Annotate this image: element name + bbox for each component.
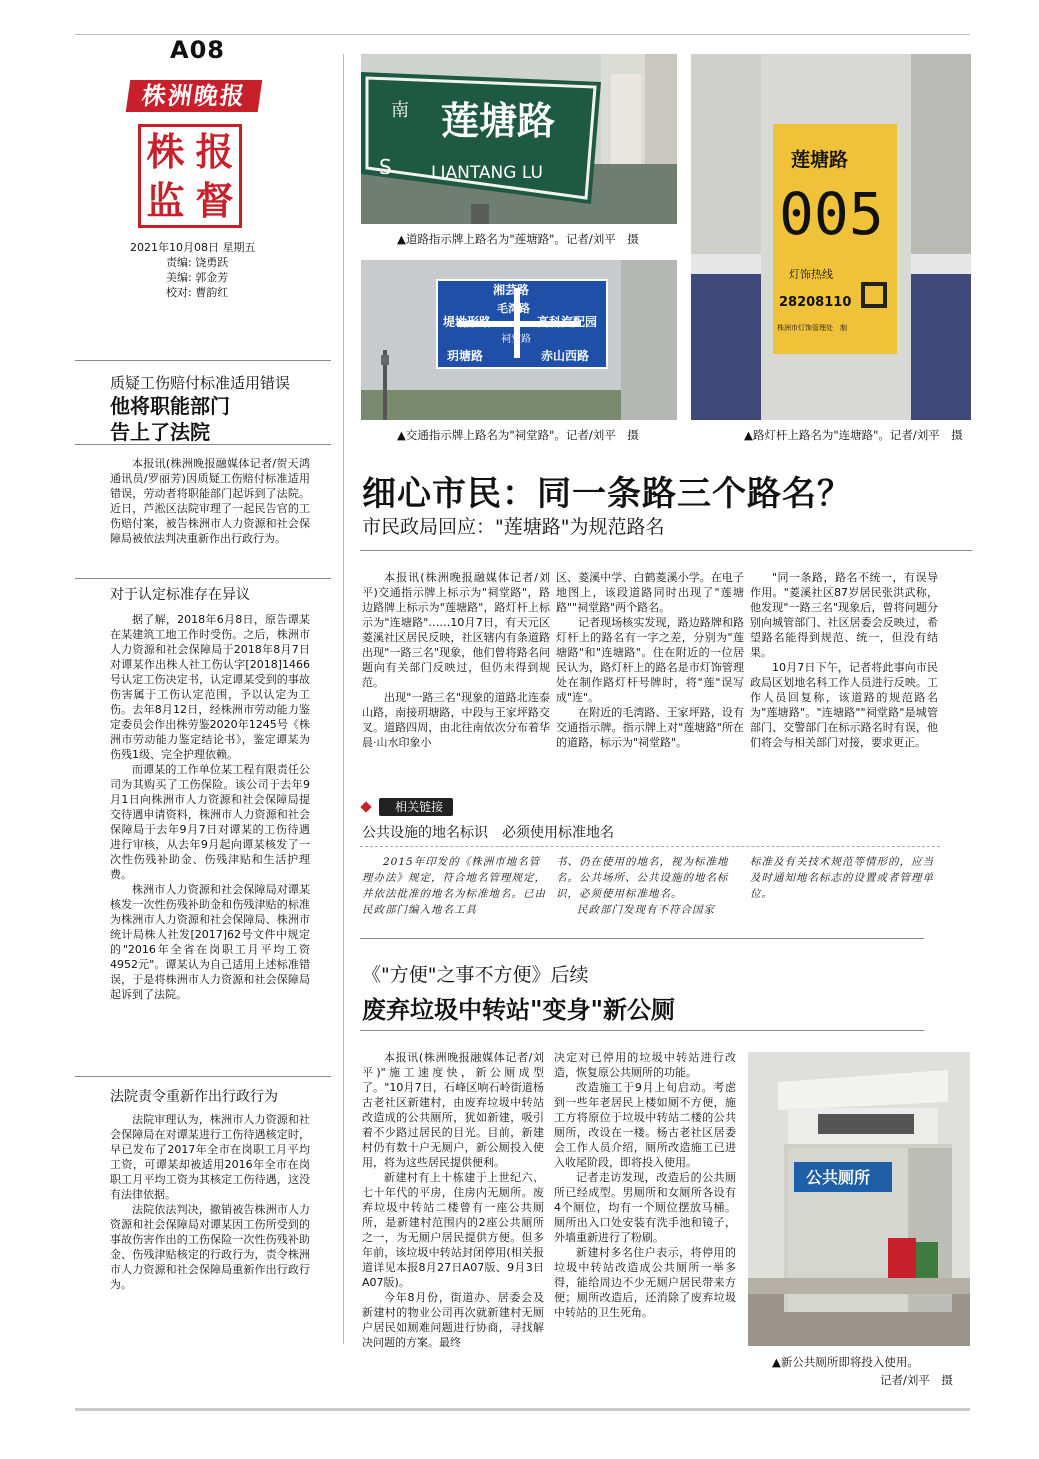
seal-char-2: 报 xyxy=(195,129,234,174)
main-col-3 xyxy=(750,570,938,750)
proof-credit: 校对: 曹韵红 xyxy=(166,286,229,299)
toilet-headline: 废弃垃圾中转站"变身"新公厕 xyxy=(362,995,676,1024)
side-p1: 据了解，2018年6月8日，原告谭某在某建筑工地工作时受伤。之后，株洲市人力资源和社会保障局于2018年8月7日对谭某作出株人社工伤认字[2018]1466号认定工伤决定书，认定谭某受到的事故伤害属于工伤认定范围，予以认定为工伤。去年8月12日，经株洲市劳动能力鉴定委员会作出株劳鉴2020年1245号《株洲市劳动能力鉴定结论书》，鉴定谭某为伤残1级、完全护理依赖。 xyxy=(110,613,310,761)
traffic-right-label: 高科汽配园 xyxy=(537,315,598,329)
toilet-col2-p2: 改造施工于9月上旬启动。考虑到一些年老居民上楼如厕不方便，施工方将原位于垃圾中转站二楼的公共厕所，改设在一楼。杨古老社区居委会工作人员介绍，厕所改造施工已进入收尾阶段，即将投入使用。 xyxy=(554,1081,736,1169)
related-col2-a: 书、仍在使用的地名，视为标准地名。公共场所、公共设施的地名标识，必须使用标准地名。 xyxy=(556,856,729,900)
toilet-kicker: 《"方便"之事不方便》后续 xyxy=(362,964,589,986)
traffic-top-label: 湘芸路 xyxy=(493,283,530,297)
main-col1-p1: 本报讯(株洲晚报融媒体记者/刘平)交通指示牌上标示为"祠堂路"，路边路牌上标示为"莲塘路"，路灯杆上标示为"连塘路"……10月7日，有天元区菱溪社区居民反映，社区辖内有条道路出现"一路三名"现象，他们曾将路名问题向有关部门反映过，但仍未得到规范。 xyxy=(362,571,550,689)
traffic-mid-label: 毛湾路 xyxy=(497,302,530,315)
toilet-col2-p3: 记者走访发现，改造后的公共厕所已经成型。男厕所和女厕所各设有4个厕位，均有一个厕位摆放马桶。厕所出入口处安装有洗手池和镜子，外墙重新进行了粉刷。 xyxy=(554,1171,736,1244)
main-col1-p2: 出现"一路三名"现象的道路北连泰山路，南接玥塘路，中段与王家坪路交叉。道路四周，由北往南依次分布着华晨·山水印象小 xyxy=(362,691,550,749)
side-headline-1: 他将职能部门 xyxy=(110,394,230,418)
related-col-3: 标准及有关技术规范等情形的，应当及时通知地名标志的设置或者管理单位。 xyxy=(750,856,934,900)
main-col3-p1: "同一条路，路名不统一，有误导作用。"菱溪社区87岁居民张洪武称，他发现"一路三名"现象后，曾将问题分别向城管部门、社区居委会反映过，希望路名能得到规范、统一，但没有结果。 xyxy=(750,571,938,659)
main-headline: 细心市民：同一条路三个路名？ xyxy=(362,474,852,514)
traffic-bottom-left: 玥塘路 xyxy=(447,349,484,363)
sign-direction: 南 xyxy=(391,100,409,121)
toilet-col1-p1: 本报讯(株洲晚报融媒体记者/刘平)"施工速度快，新公厕成型了。"10月7日，石峰区响石岭街道杨古老社区新建村，由废弃垃圾中转站改造成的公共厕所，犹如新建，吸引着不少路过居民的目光。目前，新建村仍有数十户无厕户，新公厕投入使用，将为这些居民提供便利。 xyxy=(362,1051,544,1169)
side-sub1: 对于认定标准存在异议 xyxy=(110,587,250,603)
photo-traffic-sign xyxy=(361,260,677,420)
side-story-body xyxy=(110,456,321,546)
toilet-col-1 xyxy=(362,1050,544,1350)
related-col-2 xyxy=(556,854,742,918)
main-col3-p2: 10月7日下午，记者将此事向市民政局区划地名科工作人员进行反映。工作人员回复称，该道路的规范路名为"莲塘路"。"连塘路""祠堂路"是城管部门、交警部门在标示路名时有误，他们将会与相关部门对接，要求更正。 xyxy=(750,661,938,749)
side-p4: 法院审理认为，株洲市人力资源和社会保障局在对谭某进行工伤待遇核定时，早已发布了2017年全市在岗职工月平均工资，可谭某却被适用2016年全市在岗职工月平均工资为其核定工伤待遇，这没有法律依据。 xyxy=(110,1113,310,1201)
seal-char-4: 督 xyxy=(195,178,234,223)
toilet-sign: 公共厕所 xyxy=(806,1168,871,1187)
credit-public-toilet: 记者/刘平 摄 xyxy=(880,1373,953,1387)
side-sub2: 法院责令重新作出行政行为 xyxy=(110,1089,278,1105)
related-title: 公共设施的地名标识 必须使用标准地名 xyxy=(362,825,614,841)
pole-number: 005 xyxy=(779,180,884,248)
related-tag-label: 相关链接 xyxy=(379,798,453,816)
main-subhead: 市民政局回应："莲塘路"为规范路名 xyxy=(362,516,665,538)
traffic-center-label: 祠堂路 xyxy=(501,334,531,345)
issue-date: 2021年10月08日 星期五 xyxy=(130,241,256,254)
seal-char-1: 株 xyxy=(146,129,185,174)
pole-org: 株洲市灯饰管理处 制 xyxy=(777,324,847,332)
seal-char-3: 监 xyxy=(146,178,185,223)
main-col-2 xyxy=(556,570,744,750)
editor-credit: 责编: 饶勇跃 xyxy=(166,256,229,269)
main-col2-p2: 记者现场核实发现，路边路牌和路灯杆上的路名有一字之差，分别为"莲塘路"和"连塘路"。住在附近的一位居民认为，路灯杆上的路名是市灯饰管理处在制作路灯杆号牌时，将"莲"误写成"连"。 xyxy=(556,616,744,704)
sign-s: S xyxy=(379,155,392,179)
main-col2-p3: 在附近的毛湾路、王家坪路，设有交通指示牌。指示牌上对"莲塘路"所在的道路，标示为"祠堂路"。 xyxy=(556,706,744,749)
toilet-col1-p2: 新建村有上十栋建于上世纪六、七十年代的平房，住房内无厕所。废弃垃圾中转站二楼曾有一座公共厕所，是新建村范围内的2座公共厕所之一，为无厕户居民提供方便。但多年前，该垃圾中转站封闭停用(相关报道详见本报8月27日A07版、9月3日A07版)。 xyxy=(362,1171,544,1289)
pole-road-name: 莲塘路 xyxy=(791,149,849,171)
toilet-col2-p4: 新建村多名住户表示，将停用的垃圾中转站改造成公共厕所一举多得，能给周边不少无厕户居民带来方便；厕所改造后，还消除了废弃垃圾中转站的卫生死角。 xyxy=(554,1246,736,1319)
side-story-header xyxy=(110,372,320,445)
issue-meta xyxy=(130,240,350,300)
side-headline-2: 告上了法院 xyxy=(110,420,210,444)
art-credit: 美编: 郭金芳 xyxy=(166,271,229,284)
related-tag xyxy=(362,796,453,815)
caption-traffic-sign: ▲交通指示牌上路名为"祠堂路"。记者/刘平 摄 xyxy=(397,428,639,442)
toilet-col2-p1: 决定对已停用的垃圾中转站进行改造，恢复原公共厕所的功能。 xyxy=(554,1051,736,1079)
side-section-2 xyxy=(110,1112,310,1292)
side-p5: 法院依法判决，撤销被告株洲市人力资源和社会保障局对谭某因工伤所受到的事故伤害作出的工伤保险一次性伤残补助金、伤残津贴核定的行政行为，责令株洲市人力资源和社会保障局重新作出行政行为。 xyxy=(110,1203,310,1291)
traffic-bottom-right: 赤山西路 xyxy=(541,349,590,363)
toilet-col-2 xyxy=(554,1050,736,1320)
side-lead: 本报讯(株洲晚报融媒体记者/贺天鸿 通讯员/罗丽芳)因质疑工伤赔付标准适用错误，劳动者将职能部门起诉到了法院。近日，芦淞区法院审理了一起民告官的工伤赔付案，被告株洲市人力资源和社会保障局被依法判决重新作出行政行为。 xyxy=(110,457,321,545)
caption-public-toilet: ▲新公共厕所即将投入使用。 xyxy=(772,1355,919,1369)
column-seal-logo xyxy=(138,124,242,228)
related-col2-b: 民政部门发现有不符合国家 xyxy=(577,904,715,916)
side-kicker: 质疑工伤赔付标准适用错误 xyxy=(110,374,291,392)
page-number: A08 xyxy=(170,36,225,64)
main-col-1 xyxy=(362,570,550,750)
caption-lamp-pole: ▲路灯杆上路名为"连塘路"。记者/刘平 摄 xyxy=(744,428,963,442)
sign-road-name: 莲塘路 xyxy=(441,99,556,143)
traffic-left-label: 堤坳形路 xyxy=(443,315,492,329)
caption-road-sign: ▲道路指示牌上路名为"莲塘路"。记者/刘平 摄 xyxy=(397,232,639,246)
newspaper-brand: 株洲晚报 xyxy=(126,80,262,112)
related-col-1: 2015年印发的《株洲市地名管理办法》规定，符合地名管理规定，并依法批准的地名为标准地名。已由民政部门编入地名工具 xyxy=(362,856,546,916)
toilet-col1-p3: 今年8月份，街道办、居委会及新建村的物业公司再次就新建村无厕户居民如厕难问题进行协商，寻找解决问题的方案。最终 xyxy=(362,1291,544,1349)
photo-lamp-pole xyxy=(691,54,971,420)
diamond-icon xyxy=(360,801,371,812)
side-p2: 而谭某的工作单位某工程有限责任公司为其购买了工伤保险。该公司于去年9月1日向株洲市人力资源和社会保障局提交待遇申请资料，株洲市人力资源和社会保障局于去年9月7日对谭某的工伤待遇进行审核，从去年9月起向谭某核发了一次性伤残补助金、伤残津贴和生活护理费。 xyxy=(110,763,310,881)
main-col2-p1: 区、菱溪中学、白鹤菱溪小学。在电子地图上，该段道路同时出现了"莲塘路""祠堂路"两个路名。 xyxy=(556,571,744,614)
photo-road-sign xyxy=(361,54,677,224)
pole-hotline: 28208110 xyxy=(779,295,852,310)
sign-pinyin: LIANTANG LU xyxy=(431,163,543,183)
pole-hotline-label: 灯饰热线 xyxy=(789,268,833,281)
side-p3: 株洲市人力资源和社会保障局对谭某核发一次性伤残补助金和伤残津贴的标准为株洲市人力资源和社会保障局、株洲市统计局株人社发[2017]62号文件中规定的"2016年全省在岗职工月平均工资4952元"。谭某认为自己适用上述标准错误，于是将株洲市人力资源和社会保障局起诉到了法院。 xyxy=(110,883,310,1001)
photo-public-toilet xyxy=(748,1052,970,1346)
side-section-1 xyxy=(110,612,310,1002)
